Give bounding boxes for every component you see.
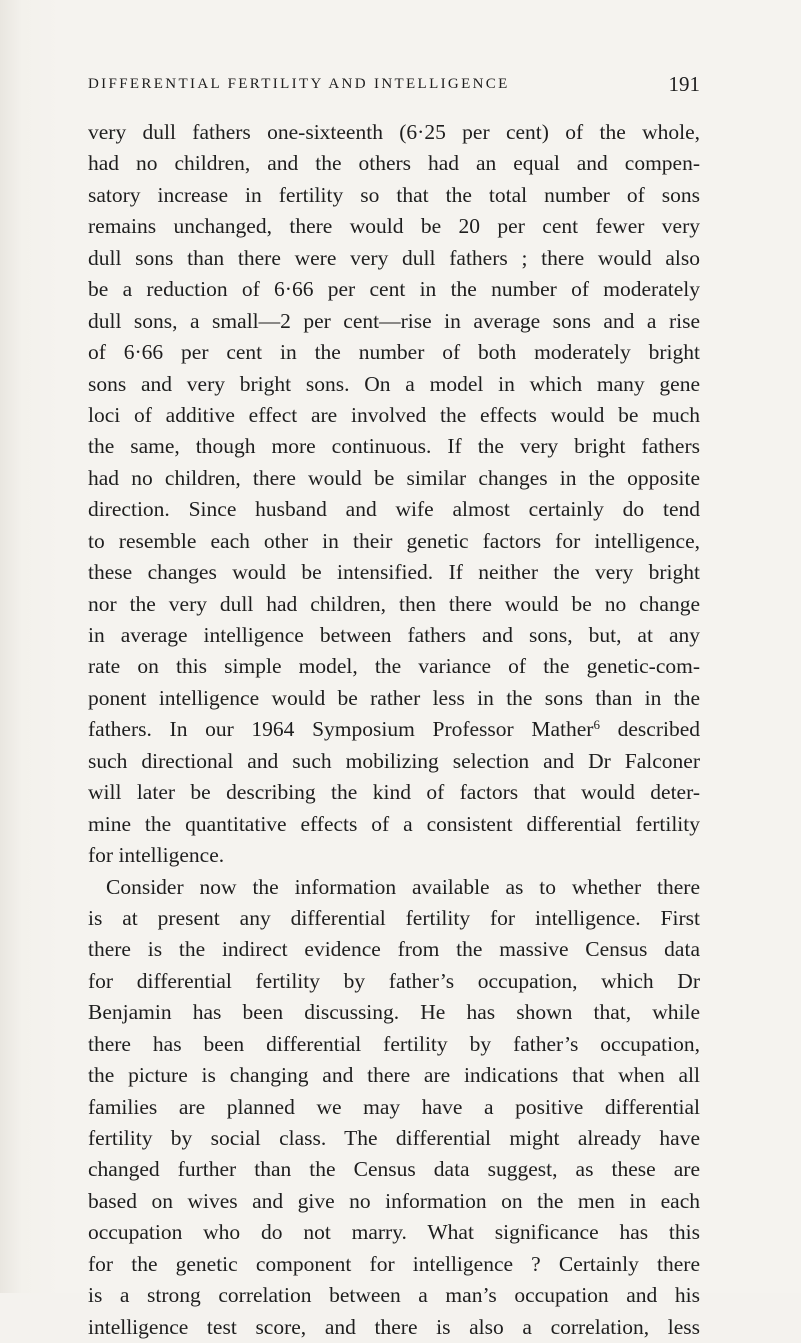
text-line: had no children, and the others had an equal and compen- [88,151,700,176]
paragraph-first-line: Consider now the information available as to whether there [106,874,700,899]
body-text [88,117,700,1343]
text-line: Benjamin has been discussing. He has shown that, while [88,1000,700,1025]
text-line: remains unchanged, there would be 20 per cent fewer very [88,214,700,239]
text-line: these changes would be intensified. If neither the very bright [88,560,700,585]
text-line: is a strong correlation between a man’s occupation and his [88,1283,700,1308]
text-line: to resemble each other in their genetic factors for intelligence, [88,528,700,553]
text-line: be a reduction of 6·66 per cent in the number of moderately [88,277,700,302]
text-line: there is the indirect evidence from the massive Census data [88,937,700,962]
text-line: such directional and such mobilizing selection and Dr Falconer [88,748,700,773]
text-line: of 6·66 per cent in the number of both moderately bright [88,340,700,365]
text-line: for the genetic component for intelligence ? Certainly there [88,1251,700,1276]
footnote-reference: 6 [593,717,600,733]
text-line: changed further than the Census data suggest, as these are [88,1157,700,1182]
text-line: very dull fathers one-sixteenth (6·25 per cent) of the whole, [88,120,700,144]
page-header [88,72,700,102]
text-line: occupation who do not marry. What significance has this [88,1220,700,1245]
text-line: there has been differential fertility by father’s occupation, [88,1031,700,1056]
text-line: had no children, there would be similar changes in the opposite [88,465,700,490]
text-line: families are planned we may have a positive differential [88,1094,700,1119]
text-line: intelligence test score, and there is also a correlation, less [88,1314,700,1339]
text-line: loci of additive effect are involved the effects would be much [88,402,700,427]
text-line: for intelligence. [88,843,225,868]
text-line: nor the very dull had children, then there would be no change [88,591,700,616]
text-line: sons and very bright sons. On a model in which many gene [88,371,700,396]
text-line: dull sons than there were very dull fathers ; there would also [88,245,700,270]
text-line: is at present any differential fertility for intelligence. First [88,905,700,930]
text-line-segment: described [599,717,700,742]
text-line: mine the quantitative effects of a consistent differential fertility [88,811,700,836]
text-line: direction. Since husband and wife almost certainly do tend [88,497,700,522]
text-line: ponent intelligence would be rather less in the sons than in the [88,685,700,710]
text-line: dull sons, a small—2 per cent—rise in average sons and a rise [88,308,700,333]
text-line: the same, though more continuous. If the very bright fathers [88,434,700,459]
text-line: in average intelligence between fathers and sons, but, at any [88,623,700,647]
text-line: based on wives and give no information on the men in each [88,1188,700,1213]
text-line-with-footnote [88,714,700,745]
text-line: satory increase in fertility so that the total number of sons [88,182,700,207]
text-line: the picture is changing and there are indications that when all [88,1063,700,1088]
text-line-segment: fathers. In our 1964 Symposium Professor Mather [88,717,594,742]
text-line: rate on this simple model, the variance of the genetic-com- [88,654,700,679]
running-head: DIFFERENTIAL FERTILITY AND INTELLIGENCE [88,76,510,92]
text-line: fertility by social class. The differential might already have [88,1126,700,1150]
text-line: for differential fertility by father’s occupation, which Dr [88,968,700,993]
page-number: 191 [668,72,700,96]
text-line: will later be describing the kind of factors that would deter- [88,780,700,805]
